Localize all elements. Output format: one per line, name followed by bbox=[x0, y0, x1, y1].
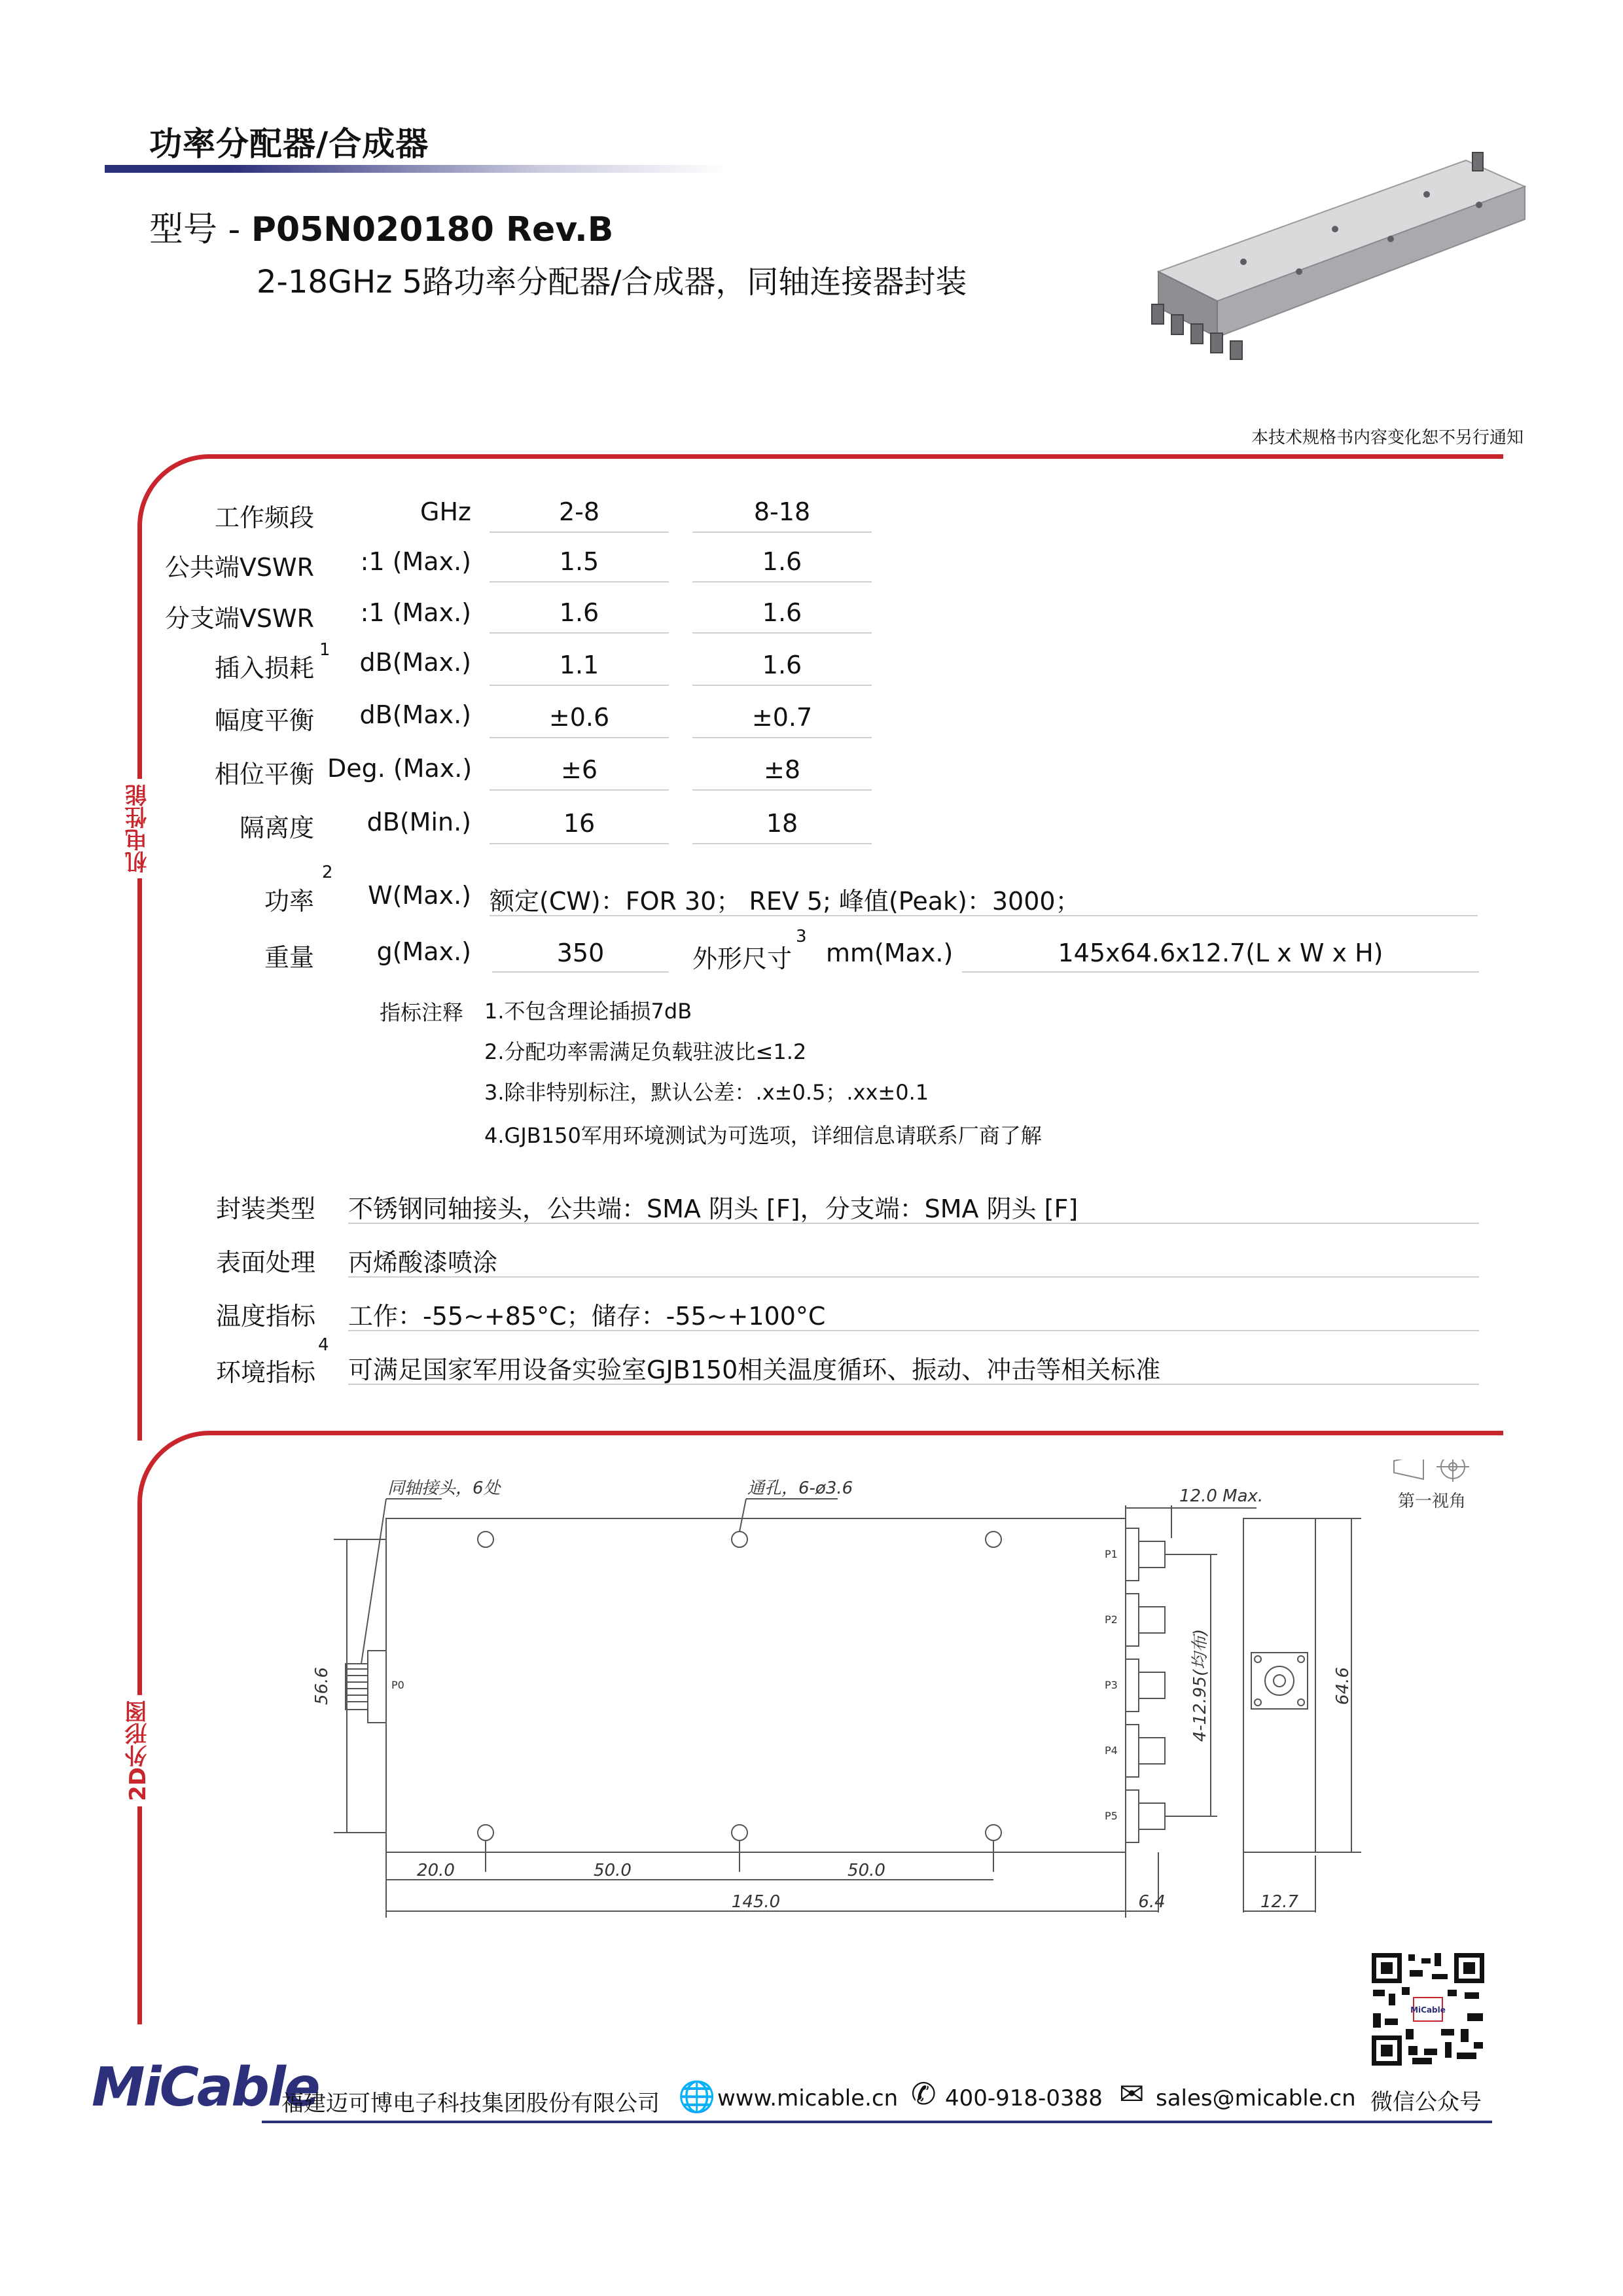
spec-value-2-8: 16 bbox=[490, 809, 669, 844]
spec-unit: dB(Max.) bbox=[359, 700, 471, 729]
dim-6-4: 6.4 bbox=[1138, 1892, 1166, 1912]
spec-value-8-18: 1.6 bbox=[692, 598, 872, 634]
spec-label: 幅度平衡 bbox=[214, 706, 314, 735]
spec-value-8-18: ±0.7 bbox=[692, 703, 872, 738]
spec-value-2-8: 1.1 bbox=[490, 651, 669, 686]
spec-footnote-mark: 1 bbox=[319, 640, 330, 660]
note-item: 2.分配功率需满足负载驻波比≤1.2 bbox=[484, 1039, 807, 1064]
spec-unit: Deg. (Max.) bbox=[327, 754, 473, 783]
spec-value-2-8: 2-8 bbox=[490, 497, 669, 533]
phone-number[interactable]: 400-918-0388 bbox=[945, 2085, 1103, 2111]
connector-note: 同轴接头，6处 bbox=[387, 1479, 501, 1498]
note-item: 1.不包含理论插损7dB bbox=[484, 999, 692, 1024]
spec-label: 分支端VSWR bbox=[164, 604, 314, 633]
dim-145: 145.0 bbox=[731, 1892, 781, 1912]
dim-50-b: 50.0 bbox=[847, 1861, 885, 1880]
hole-note: 通孔，6-ø3.6 bbox=[747, 1479, 853, 1498]
micable-logo[interactable]: MiCable bbox=[92, 2056, 319, 2119]
package-label: 表面处理 bbox=[216, 1248, 316, 1277]
spec-value-2-8: ±0.6 bbox=[490, 703, 669, 738]
package-value: 工作：-55~+85°C；储存：-55~+100°C bbox=[348, 1296, 1479, 1331]
qr-logo: MiCable bbox=[1410, 2005, 1446, 2015]
power-label: 功率 bbox=[264, 887, 314, 916]
notes-label: 指标注释 bbox=[380, 1000, 464, 1025]
outline-drawing bbox=[301, 1460, 1544, 1931]
model-code: P05N020180 Rev.B bbox=[251, 210, 614, 249]
package-label: 环境指标 bbox=[216, 1358, 316, 1387]
size-unit: mm(Max.) bbox=[826, 939, 954, 967]
spec-value-8-18: 8-18 bbox=[692, 497, 872, 533]
view-label: 第一视角 bbox=[1397, 1492, 1467, 1511]
dim-50-a: 50.0 bbox=[594, 1861, 632, 1880]
output-connectors bbox=[1126, 1528, 1165, 1842]
pitch-dim: 4-12.95(均布) bbox=[1190, 1628, 1210, 1742]
weight-value: 350 bbox=[492, 939, 669, 973]
electrical-section-label: 机电性能 bbox=[122, 779, 151, 878]
spec-unit: dB(Max.) bbox=[359, 648, 471, 677]
spec-unit: :1 (Max.) bbox=[360, 547, 471, 576]
width-dim-right: 64.6 bbox=[1333, 1667, 1353, 1705]
package-value: 可满足国家军用设备实验室GJB150相关温度循环、振动、冲击等相关标准 bbox=[348, 1350, 1479, 1385]
size-footnote-mark: 3 bbox=[796, 927, 807, 946]
package-label: 封装类型 bbox=[216, 1194, 316, 1223]
first-angle-symbol bbox=[1394, 1460, 1469, 1482]
spec-value-8-18: 1.6 bbox=[692, 547, 872, 583]
dim-20: 20.0 bbox=[417, 1861, 455, 1880]
globe-icon: 🌐 bbox=[678, 2079, 716, 2114]
category-title: 功率分配器/合成器 bbox=[149, 125, 429, 163]
spec-label: 公共端VSWR bbox=[164, 553, 314, 582]
spec-value-2-8: 1.6 bbox=[490, 598, 669, 634]
wechat-qr-code bbox=[1369, 1950, 1487, 2068]
spec-label: 插入损耗 bbox=[214, 654, 314, 683]
spec-unit: :1 (Max.) bbox=[360, 598, 471, 627]
port-label: P3 bbox=[1105, 1679, 1118, 1691]
max-depth-dim: 12.0 Max. bbox=[1179, 1486, 1264, 1506]
weight-unit: g(Max.) bbox=[376, 937, 471, 966]
package-label: 温度指标 bbox=[216, 1302, 316, 1331]
port-label: P4 bbox=[1105, 1744, 1118, 1757]
website-link[interactable]: www.micable.cn bbox=[717, 2085, 899, 2111]
dim-12-7: 12.7 bbox=[1260, 1892, 1298, 1912]
title-underline bbox=[105, 165, 726, 173]
spec-label: 工作频段 bbox=[214, 503, 314, 532]
model-prefix: 型号 - bbox=[149, 210, 251, 249]
side-view-outline bbox=[1243, 1518, 1315, 1852]
power-footnote-mark: 2 bbox=[322, 863, 333, 882]
package-value: 丙烯酸漆喷涂 bbox=[348, 1242, 1479, 1278]
spec-value-2-8: ±6 bbox=[490, 755, 669, 791]
product-image bbox=[1139, 147, 1538, 363]
change-notice: 本技术规格书内容变化恕不另行通知 bbox=[1251, 428, 1524, 448]
wechat-label: 微信公众号 bbox=[1370, 2089, 1482, 2115]
model-number bbox=[149, 202, 613, 251]
power-unit: W(Max.) bbox=[368, 881, 471, 910]
email-link[interactable]: sales@micable.cn bbox=[1156, 2085, 1356, 2111]
outline-section-label: 2D外形图 bbox=[122, 1695, 151, 1806]
spec-unit: dB(Min.) bbox=[366, 808, 471, 836]
port-label: P0 bbox=[391, 1679, 404, 1691]
width-dim-left: 56.6 bbox=[312, 1667, 332, 1705]
spec-value-8-18: 18 bbox=[692, 809, 872, 844]
phone-icon: ✆ bbox=[911, 2076, 936, 2111]
spec-value-8-18: 1.6 bbox=[692, 651, 872, 686]
weight-label: 重量 bbox=[264, 943, 314, 972]
footer-divider bbox=[262, 2121, 1492, 2123]
port-label: P5 bbox=[1105, 1810, 1118, 1822]
spec-label: 隔离度 bbox=[239, 814, 314, 842]
body-outline bbox=[386, 1518, 1126, 1852]
size-label: 外形尺寸 bbox=[692, 944, 793, 973]
port-label: P2 bbox=[1105, 1613, 1118, 1626]
spec-value-8-18: ±8 bbox=[692, 755, 872, 791]
package-footnote-mark: 4 bbox=[318, 1335, 329, 1355]
power-value: 额定(CW)：FOR 30； REV 5; 峰值(Peak)：3000； bbox=[490, 881, 1478, 916]
package-value: 不锈钢同轴接头，公共端：SMA 阴头 [F]，分支端：SMA 阴头 [F] bbox=[348, 1189, 1479, 1224]
note-item: 3.除非特别标注，默认公差：.x±0.5；.xx±0.1 bbox=[484, 1080, 929, 1105]
size-value: 145x64.6x12.7(L x W x H) bbox=[962, 939, 1479, 973]
port-label: P1 bbox=[1105, 1548, 1118, 1560]
company-name: 福建迈可博电子科技集团股份有限公司 bbox=[281, 2090, 660, 2117]
spec-unit: GHz bbox=[420, 497, 471, 526]
note-item: 4.GJB150军用环境测试为可选项，详细信息请联系厂商了解 bbox=[484, 1123, 1042, 1148]
spec-value-2-8: 1.5 bbox=[490, 547, 669, 583]
email-icon: ✉ bbox=[1119, 2076, 1145, 2111]
spec-label: 相位平衡 bbox=[214, 760, 314, 789]
product-description: 2-18GHz 5路功率分配器/合成器，同轴连接器封装 bbox=[257, 264, 967, 300]
